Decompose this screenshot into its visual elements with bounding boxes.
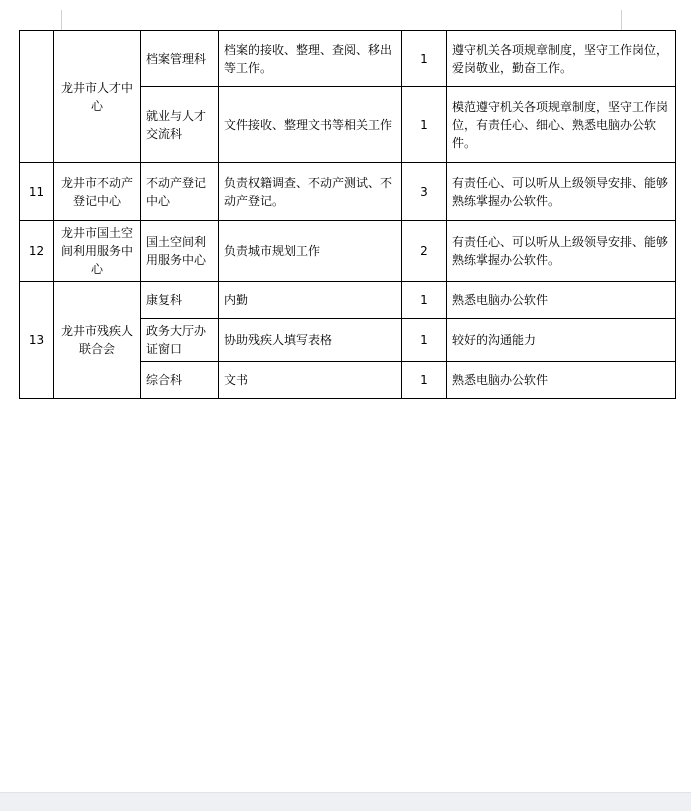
row-number-cell: 13 — [20, 282, 54, 399]
requirement-cell: 遵守机关各项规章制度，坚守工作岗位，爱岗敬业，勤奋工作。 — [447, 31, 676, 87]
margin-guide-left — [61, 10, 62, 30]
count-cell: 1 — [402, 362, 447, 399]
count-cell: 1 — [402, 87, 447, 163]
department-cell: 档案管理科 — [141, 31, 219, 87]
requirement-cell: 较好的沟通能力 — [447, 319, 676, 362]
count-cell: 3 — [402, 163, 447, 221]
count-cell: 2 — [402, 221, 447, 282]
duty-cell: 内勤 — [219, 282, 402, 319]
requirement-cell: 模范遵守机关各项规章制度，坚守工作岗位，有责任心、细心、熟悉电脑办公软件。 — [447, 87, 676, 163]
unit-cell: 龙井市不动产登记中心 — [54, 163, 141, 221]
table-row — [20, 282, 676, 319]
requirement-cell: 有责任心、可以听从上级领导安排、能够熟练掌握办公软件。 — [447, 163, 676, 221]
duty-cell: 文书 — [219, 362, 402, 399]
count-cell: 1 — [402, 319, 447, 362]
requirement-cell: 有责任心、可以听从上级领导安排、能够熟练掌握办公软件。 — [447, 221, 676, 282]
count-cell: 1 — [402, 282, 447, 319]
department-cell: 康复科 — [141, 282, 219, 319]
department-cell: 不动产登记中心 — [141, 163, 219, 221]
duty-cell: 负责城市规划工作 — [219, 221, 402, 282]
row-number-cell — [20, 31, 54, 163]
requirement-cell: 熟悉电脑办公软件 — [447, 282, 676, 319]
table-row — [20, 221, 676, 282]
margin-guide-right — [621, 10, 622, 30]
requirement-cell: 熟悉电脑办公软件 — [447, 362, 676, 399]
row-number-cell: 11 — [20, 163, 54, 221]
department-cell: 就业与人才交流科 — [141, 87, 219, 163]
row-number-cell: 12 — [20, 221, 54, 282]
unit-cell: 龙井市人才中心 — [54, 31, 141, 163]
unit-cell: 龙井市残疾人联合会 — [54, 282, 141, 399]
department-cell: 综合科 — [141, 362, 219, 399]
bottom-bar — [0, 792, 691, 811]
duty-cell: 负责权籍调查、不动产测试、不动产登记。 — [219, 163, 402, 221]
unit-cell: 龙井市国土空间利用服务中心 — [54, 221, 141, 282]
duty-cell: 协助残疾人填写表格 — [219, 319, 402, 362]
count-cell: 1 — [402, 31, 447, 87]
positions-table — [19, 30, 676, 399]
duty-cell: 文件接收、整理文书等相关工作 — [219, 87, 402, 163]
duty-cell: 档案的接收、整理、查阅、移出等工作。 — [219, 31, 402, 87]
department-cell: 政务大厅办证窗口 — [141, 319, 219, 362]
table-row — [20, 163, 676, 221]
department-cell: 国土空间利用服务中心 — [141, 221, 219, 282]
table-row — [20, 31, 676, 87]
